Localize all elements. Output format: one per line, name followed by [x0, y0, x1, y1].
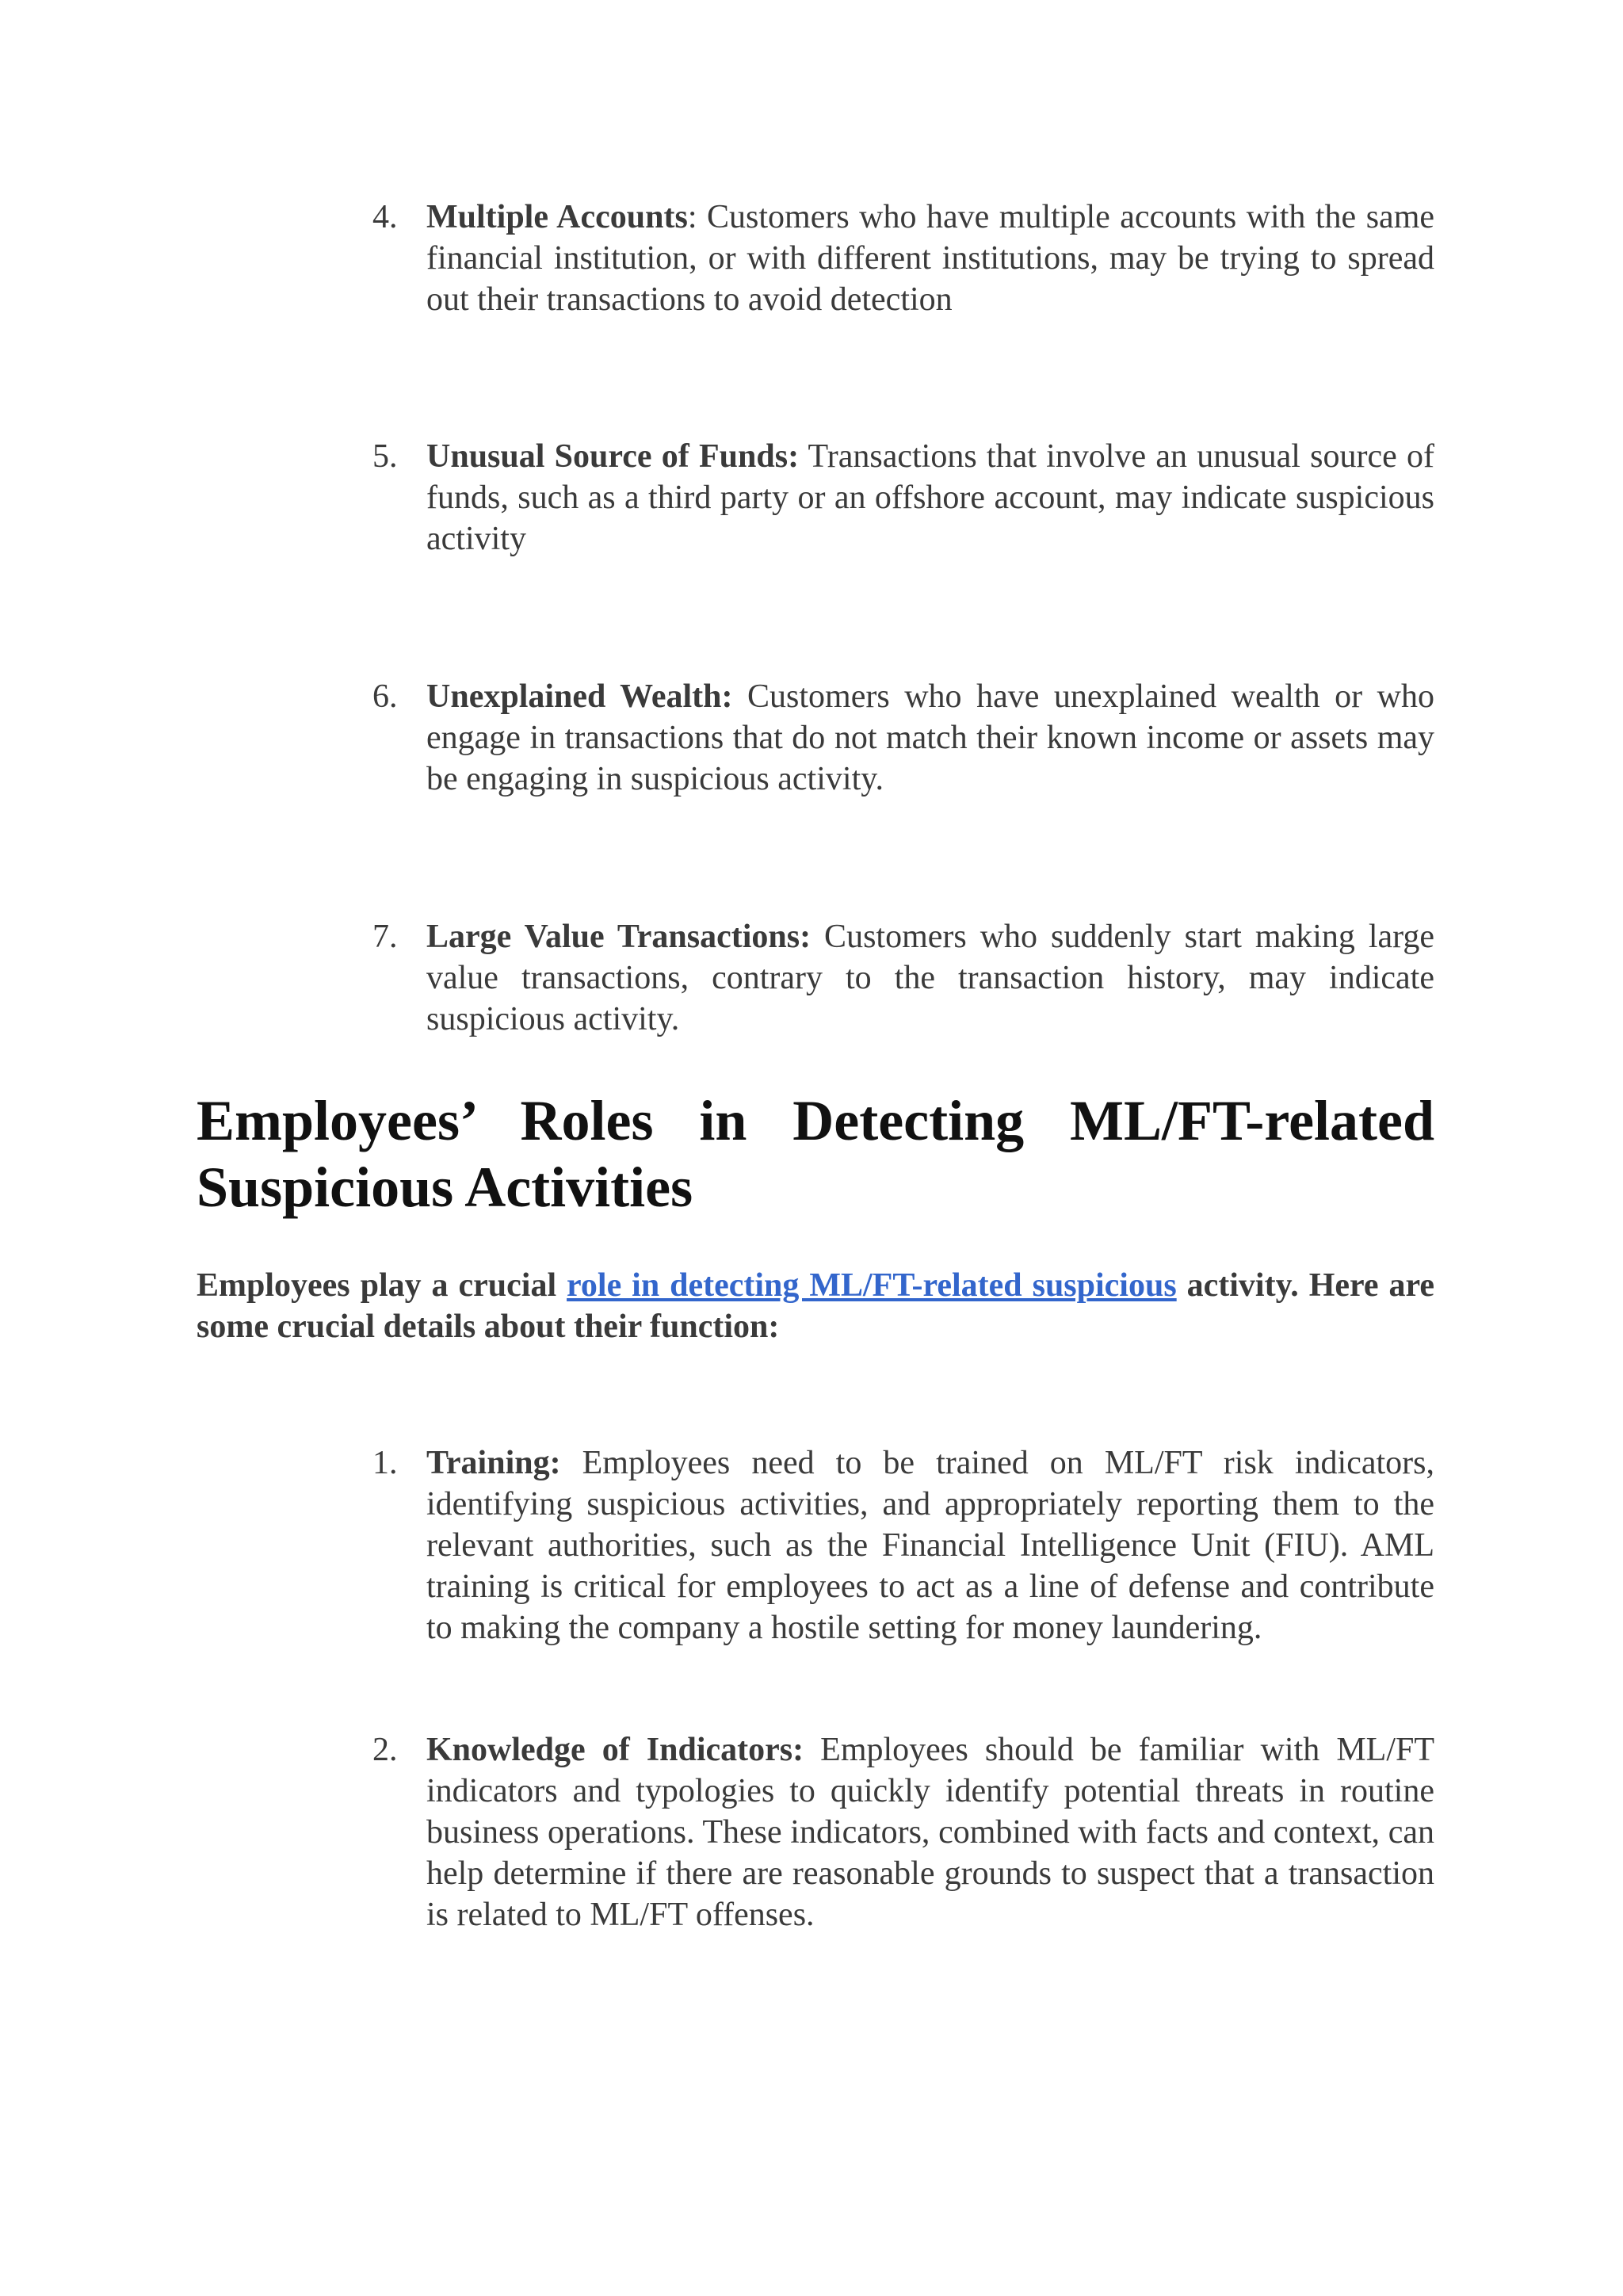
list-number: 1.	[372, 1445, 398, 1481]
list-item-text	[426, 1442, 1434, 1648]
list-item-text	[426, 916, 1434, 1040]
list-item-text	[426, 436, 1434, 560]
list-item	[372, 197, 1434, 320]
section-heading	[197, 1087, 1434, 1221]
list-item-description: Customers who suddenly start making large value transactions, contrary to the transaction history, may indicate suspicious activity.	[426, 919, 1435, 1037]
list-item-description: Employees need to be trained on ML/FT risk indicators, identifying suspicious activities, and appropriately reporting them to the relevant authorities, such as the Financial Intelligence Unit (FIU). AML training is critical for employees to act as a line of defense and contribute to making the company a hostile setting for money laundering.	[426, 1445, 1434, 1646]
list-item-term: Large Value Transactions:	[426, 919, 812, 955]
list-item-term: Unusual Source of Funds:	[426, 438, 800, 475]
list-item-term: Unexplained Wealth:	[426, 678, 733, 715]
list-item-term: Training:	[426, 1445, 561, 1481]
list-number: 7.	[372, 919, 398, 955]
list-item-text	[426, 1729, 1434, 1935]
list-item	[372, 676, 1434, 800]
list-number: 6.	[372, 678, 398, 715]
list-item-description: Employees should be familiar with ML/FT indicators and typologies to quickly identify potential threats in routine business operations. These indicators, combined with facts and context, can help determine if there are reasonable grounds to suspect that a transaction is related to ML/FT offenses.	[426, 1732, 1434, 1933]
section-heading-line1: Employees’ Roles in Detecting ML/FT-related	[197, 1089, 1434, 1152]
list-item-text	[426, 676, 1434, 800]
list-item	[372, 916, 1434, 1040]
list-item-separator: :	[687, 199, 697, 235]
intro-text-after: activity. Here are some crucial details about their function:	[197, 1267, 1434, 1345]
section-heading-line2: Suspicious Activities	[197, 1156, 693, 1219]
list-item	[372, 436, 1434, 560]
intro-link[interactable]: role in detecting ML/FT-related suspicious	[567, 1267, 1177, 1304]
list-item	[372, 1729, 1434, 1935]
list-item-text	[426, 197, 1434, 320]
list-number: 5.	[372, 438, 398, 475]
intro-text-before: Employees play a crucial	[197, 1267, 567, 1304]
list-item-description: Transactions that involve an unusual source of funds, such as a third party or an offshore account, may indicate suspicious activity	[426, 438, 1434, 557]
list-item-term: Multiple Accounts	[426, 199, 688, 235]
list-item-term: Knowledge of Indicators:	[426, 1732, 804, 1768]
list-item-description: Customers who have multiple accounts with the same financial institution, or with different institutions, may be trying to spread out their transactions to avoid detection	[426, 199, 1434, 318]
list-number: 2.	[372, 1732, 398, 1768]
intro-paragraph	[197, 1265, 1434, 1347]
list-item	[372, 1442, 1434, 1648]
list-number: 4.	[372, 199, 398, 235]
list-item-description: Customers who have unexplained wealth or who engage in transactions that do not match their known income or assets may be engaging in suspicious activity.	[426, 678, 1434, 797]
